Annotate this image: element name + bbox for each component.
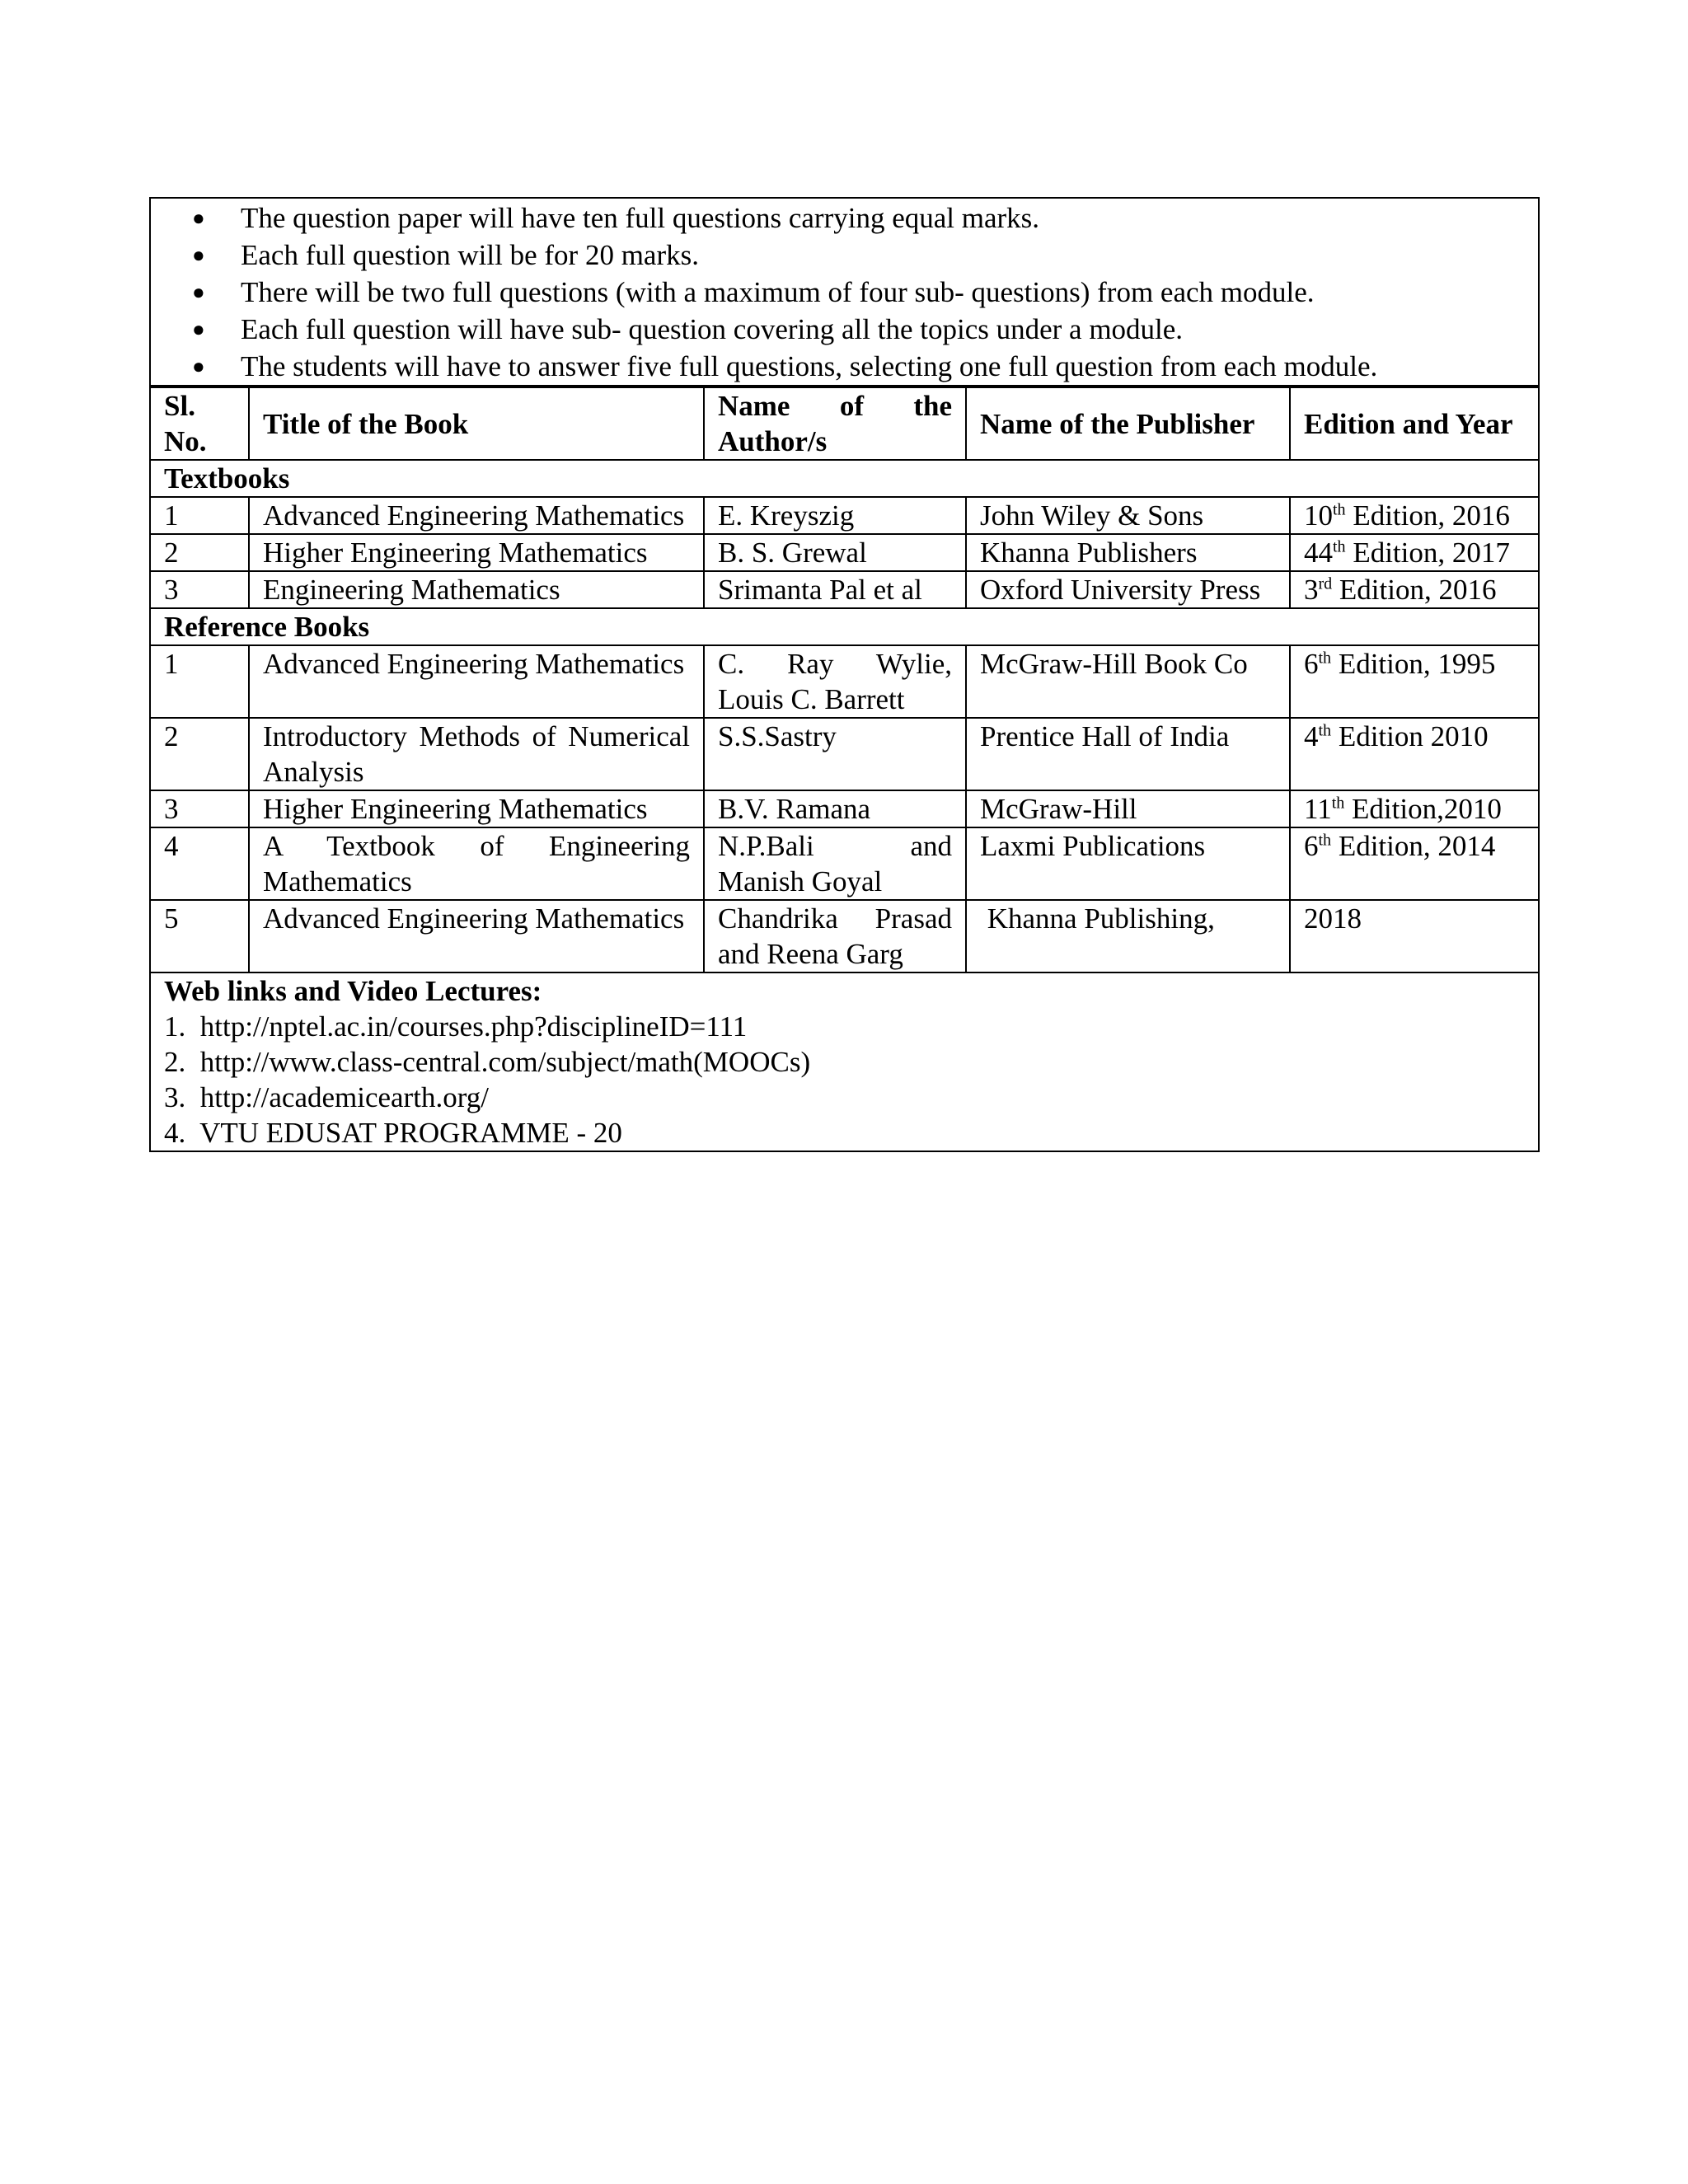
cell-author: B. S. Grewal (704, 534, 966, 571)
syllabus-frame (149, 197, 1540, 1152)
table-row (151, 900, 1538, 972)
cell-sl: 4 (151, 827, 249, 900)
table-row (151, 790, 1538, 827)
cell-publisher: Khanna Publishers (966, 534, 1290, 571)
web-link-item: 2. http://www.class-central.com/subject/math(MOOCs) (164, 1046, 811, 1078)
web-link-item: 1. http://nptel.ac.in/courses.php?disciplineID=111 (164, 1010, 748, 1043)
cell-edition: 6th Edition, 1995 (1290, 645, 1538, 718)
cell-edition: 10th Edition, 2016 (1290, 497, 1538, 534)
cell-sl: 1 (151, 645, 249, 718)
cell-author: Srimanta Pal et al (704, 571, 966, 608)
cell-title: Advanced Engineering Mathematics (249, 497, 704, 534)
section-row (151, 608, 1538, 645)
cell-author: Chandrika Prasad and Reena Garg (704, 900, 966, 972)
table-row (151, 571, 1538, 608)
cell-author: E. Kreyszig (704, 497, 966, 534)
list-item: ● The students will have to answer five full questions, selecting one full question from each module. (151, 348, 1538, 385)
cell-sl: 3 (151, 790, 249, 827)
web-link-item: 4. VTU EDUSAT PROGRAMME - 20 (164, 1117, 622, 1149)
cell-edition: 11th Edition,2010 (1290, 790, 1538, 827)
list-item: ● Each full question will be for 20 marks. (151, 237, 1538, 274)
table-row (151, 534, 1538, 571)
cell-title: A Textbook of Engineering Mathematics (249, 827, 704, 900)
cell-title: Introductory Methods of Numerical Analysis (249, 718, 704, 790)
table-row (151, 645, 1538, 718)
header-title: Title of the Book (249, 387, 704, 460)
list-item: ● There will be two full questions (with a maximum of four sub- questions) from each module. (151, 274, 1538, 311)
list-item: ● Each full question will have sub- question covering all the topics under a module. (151, 311, 1538, 348)
books-table (151, 387, 1538, 972)
cell-sl: 5 (151, 900, 249, 972)
list-item: ● The question paper will have ten full questions carrying equal marks. (151, 199, 1538, 237)
cell-edition: 2018 (1290, 900, 1538, 972)
cell-publisher: McGraw-Hill Book Co (966, 645, 1290, 718)
bullet-icon: ● (192, 206, 205, 230)
web-links-heading: Web links and Video Lectures: (164, 975, 542, 1007)
cell-publisher: John Wiley & Sons (966, 497, 1290, 534)
cell-author: B.V. Ramana (704, 790, 966, 827)
cell-edition: 44th Edition, 2017 (1290, 534, 1538, 571)
cell-publisher: Laxmi Publications (966, 827, 1290, 900)
cell-title: Higher Engineering Mathematics (249, 534, 704, 571)
web-links-section (151, 972, 1538, 1151)
bullet-icon: ● (192, 354, 205, 378)
section-title-reference: Reference Books (151, 608, 1538, 645)
table-header-row (151, 387, 1538, 460)
cell-edition: 6th Edition, 2014 (1290, 827, 1538, 900)
cell-author: N.P.Bali and Manish Goyal (704, 827, 966, 900)
cell-sl: 2 (151, 718, 249, 790)
table-row (151, 827, 1538, 900)
header-sl: Sl. No. (151, 387, 249, 460)
section-title-textbooks: Textbooks (151, 460, 1538, 497)
cell-sl: 1 (151, 497, 249, 534)
section-row (151, 460, 1538, 497)
bullet-icon: ● (192, 280, 205, 304)
header-author: Name of the Author/s (704, 387, 966, 460)
cell-publisher: Oxford University Press (966, 571, 1290, 608)
cell-edition: 3rd Edition, 2016 (1290, 571, 1538, 608)
cell-title: Advanced Engineering Mathematics (249, 900, 704, 972)
cell-title: Advanced Engineering Mathematics (249, 645, 704, 718)
bullet-icon: ● (192, 243, 205, 267)
table-row (151, 718, 1538, 790)
cell-author: S.S.Sastry (704, 718, 966, 790)
header-edition: Edition and Year (1290, 387, 1538, 460)
cell-publisher: Prentice Hall of India (966, 718, 1290, 790)
table-row (151, 497, 1538, 534)
cell-publisher: McGraw-Hill (966, 790, 1290, 827)
cell-sl: 2 (151, 534, 249, 571)
assessment-notes (151, 199, 1538, 387)
cell-edition: 4th Edition 2010 (1290, 718, 1538, 790)
web-link-item: 3. http://academicearth.org/ (164, 1081, 489, 1113)
cell-sl: 3 (151, 571, 249, 608)
cell-title: Engineering Mathematics (249, 571, 704, 608)
bullet-icon: ● (192, 317, 205, 341)
cell-author: C. Ray Wylie, Louis C. Barrett (704, 645, 966, 718)
cell-title: Higher Engineering Mathematics (249, 790, 704, 827)
header-publisher: Name of the Publisher (966, 387, 1290, 460)
cell-publisher: Khanna Publishing, (966, 900, 1290, 972)
